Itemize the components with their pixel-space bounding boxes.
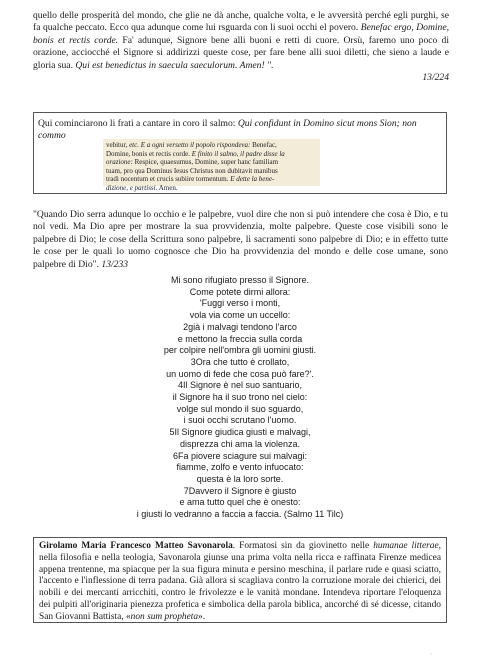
biography-text: Girolamo Maria Francesco Matteo Savonarola. Formatosi sin da giovinetto nelle humanae litterae, nella filosofia e nella teologia, Savonarola giunse una prima volta nella ricca e raffinata Firenze medicea appena trentenne, ma spiacque per la sua figura minuta e persino meschina, il parlare rude e quasi sciatto, l'accento e l'inflessione di terra padana. Già allora si scagliava contro la corruzione morale dei chierici, dei nobili e dei mercanti arricchiti, contro le frivolezze e le vanità mondane. Intendeva riportare l'eloquenza dei pulpiti all'originaria pienezza profetica e simbolica della parola biblica, ancorché di sé dicesse, citando San Giovanni Battista, «non sum propheta». bbox=[39, 541, 441, 622]
psalm-line: un uomo di fede che cosa può fare?'. bbox=[166, 368, 314, 379]
sermon-paragraph-1: quello delle prosperità del mondo, che glie ne dà anche, qualche volta, e le avversità perché egli purghi, se fa qualche peccato. Ecco qua adunque come lui rsguarda con li suoi occhi el povero. Benefac ergo, Domine, bonis et rectis corde. Fa' adunque, Signore bene alli buoni e retti di cuore. Orsù, faremo uno poco di orazione, acciocché el Signore si addirizzi queste cose, per fare bene alli suoi diletti, che sieno a laude e gloria sua. Qui est benedictus in saecula saeculorum. Amen! ". 13/224 bbox=[33, 10, 449, 84]
psalm-choir-box bbox=[33, 112, 447, 194]
psalm-line: 'Fuggi verso i monti, bbox=[199, 298, 281, 309]
psalm-line: questa è la loro sorte. bbox=[196, 473, 284, 484]
psalm-line: e mettono la freccia sulla corda bbox=[177, 333, 303, 344]
psalm-11 bbox=[120, 275, 360, 521]
psalm-line: volge sul mondo il suo sguardo, bbox=[176, 403, 304, 414]
page-speck: · bbox=[430, 650, 433, 659]
psalm-line: 4Il Signore è nel suo santuario, bbox=[177, 380, 303, 391]
reference-13-224: 13/224 bbox=[422, 72, 449, 84]
psalm-line: disprezza chi ama la violenza. bbox=[179, 438, 301, 449]
choir-intro: Qui cominciarono li frati a cantare in coro il salmo: Qui confidunt in Domino sicut mons Sion; non commo bbox=[38, 118, 417, 141]
psalm-line: vola via come un uccello: bbox=[189, 310, 291, 321]
psalm-line: 2già i malvagi tendono l'arco bbox=[183, 321, 297, 332]
psalm-line: Mi sono rifugiato presso il Signore. bbox=[170, 275, 310, 285]
psalm-line: i giusti lo vedranno a faccia a faccia. (Salmo 11 Tilc) bbox=[136, 509, 344, 520]
psalm-line: fiamme, zolfo e vento infuocato: bbox=[176, 462, 304, 473]
psalm-line: e ama tutto quel che è onesto: bbox=[179, 497, 301, 508]
reference-13-233: 13/233 bbox=[101, 258, 129, 270]
psalm-line: 3Ora che tutto è crollato, bbox=[190, 356, 290, 367]
psalm-line: 7Davvero il Signore è giusto bbox=[183, 485, 297, 496]
psalm-line: 6Fa piovere sciagure sui malvagi: bbox=[172, 450, 308, 461]
psalm-line: per colpire nell'ombra gli uomini giusti. bbox=[163, 345, 317, 356]
psalm-line: i suoi occhi scrutano l'uomo. bbox=[183, 415, 297, 426]
psalm-line: il Signore ha il suo trono nel cielo: bbox=[172, 392, 308, 403]
sermon-paragraph-2: "Quando Dio serra adunque lo occhio e le palpebre, vuol dire che non si può intendere che cosa è Dio, e tu nol vedi. Ma Dio apre per mostrare la sua provvidenzia, molte palpebre. Queste cose visibili sono le palpebre di Dio; le cose della Scrittura sono palpebre, li sacramenti sono palpebre di Dio; e in effetto tutte le cose per le quali lo uomo cognosce che Dio ha provvidenzia del mondo e delle cose umane, sono palpebre di Dio". 13/233 bbox=[33, 209, 448, 270]
psalm-line: 5Il Signore giudica giusti e malvagi, bbox=[169, 427, 311, 438]
psalm-line: Come potete dirmi allora: bbox=[189, 286, 291, 297]
scanned-excerpt: vebitur, etc. E a ogni versetto il popolo rispondeva: Benefac, Domine, bonis et rectis corde. E finito il salmo, il padre disse la orazione: Respice, quaesumus, Domine, super hanc familiam tuam, pro qua Dominus Iesus Christus non dubitavit manibus tradi nocentum et crucis subiire tormentum. E dette la bene- dizione, e partissi. Amen. bbox=[103, 139, 320, 186]
biography-box bbox=[33, 537, 447, 623]
